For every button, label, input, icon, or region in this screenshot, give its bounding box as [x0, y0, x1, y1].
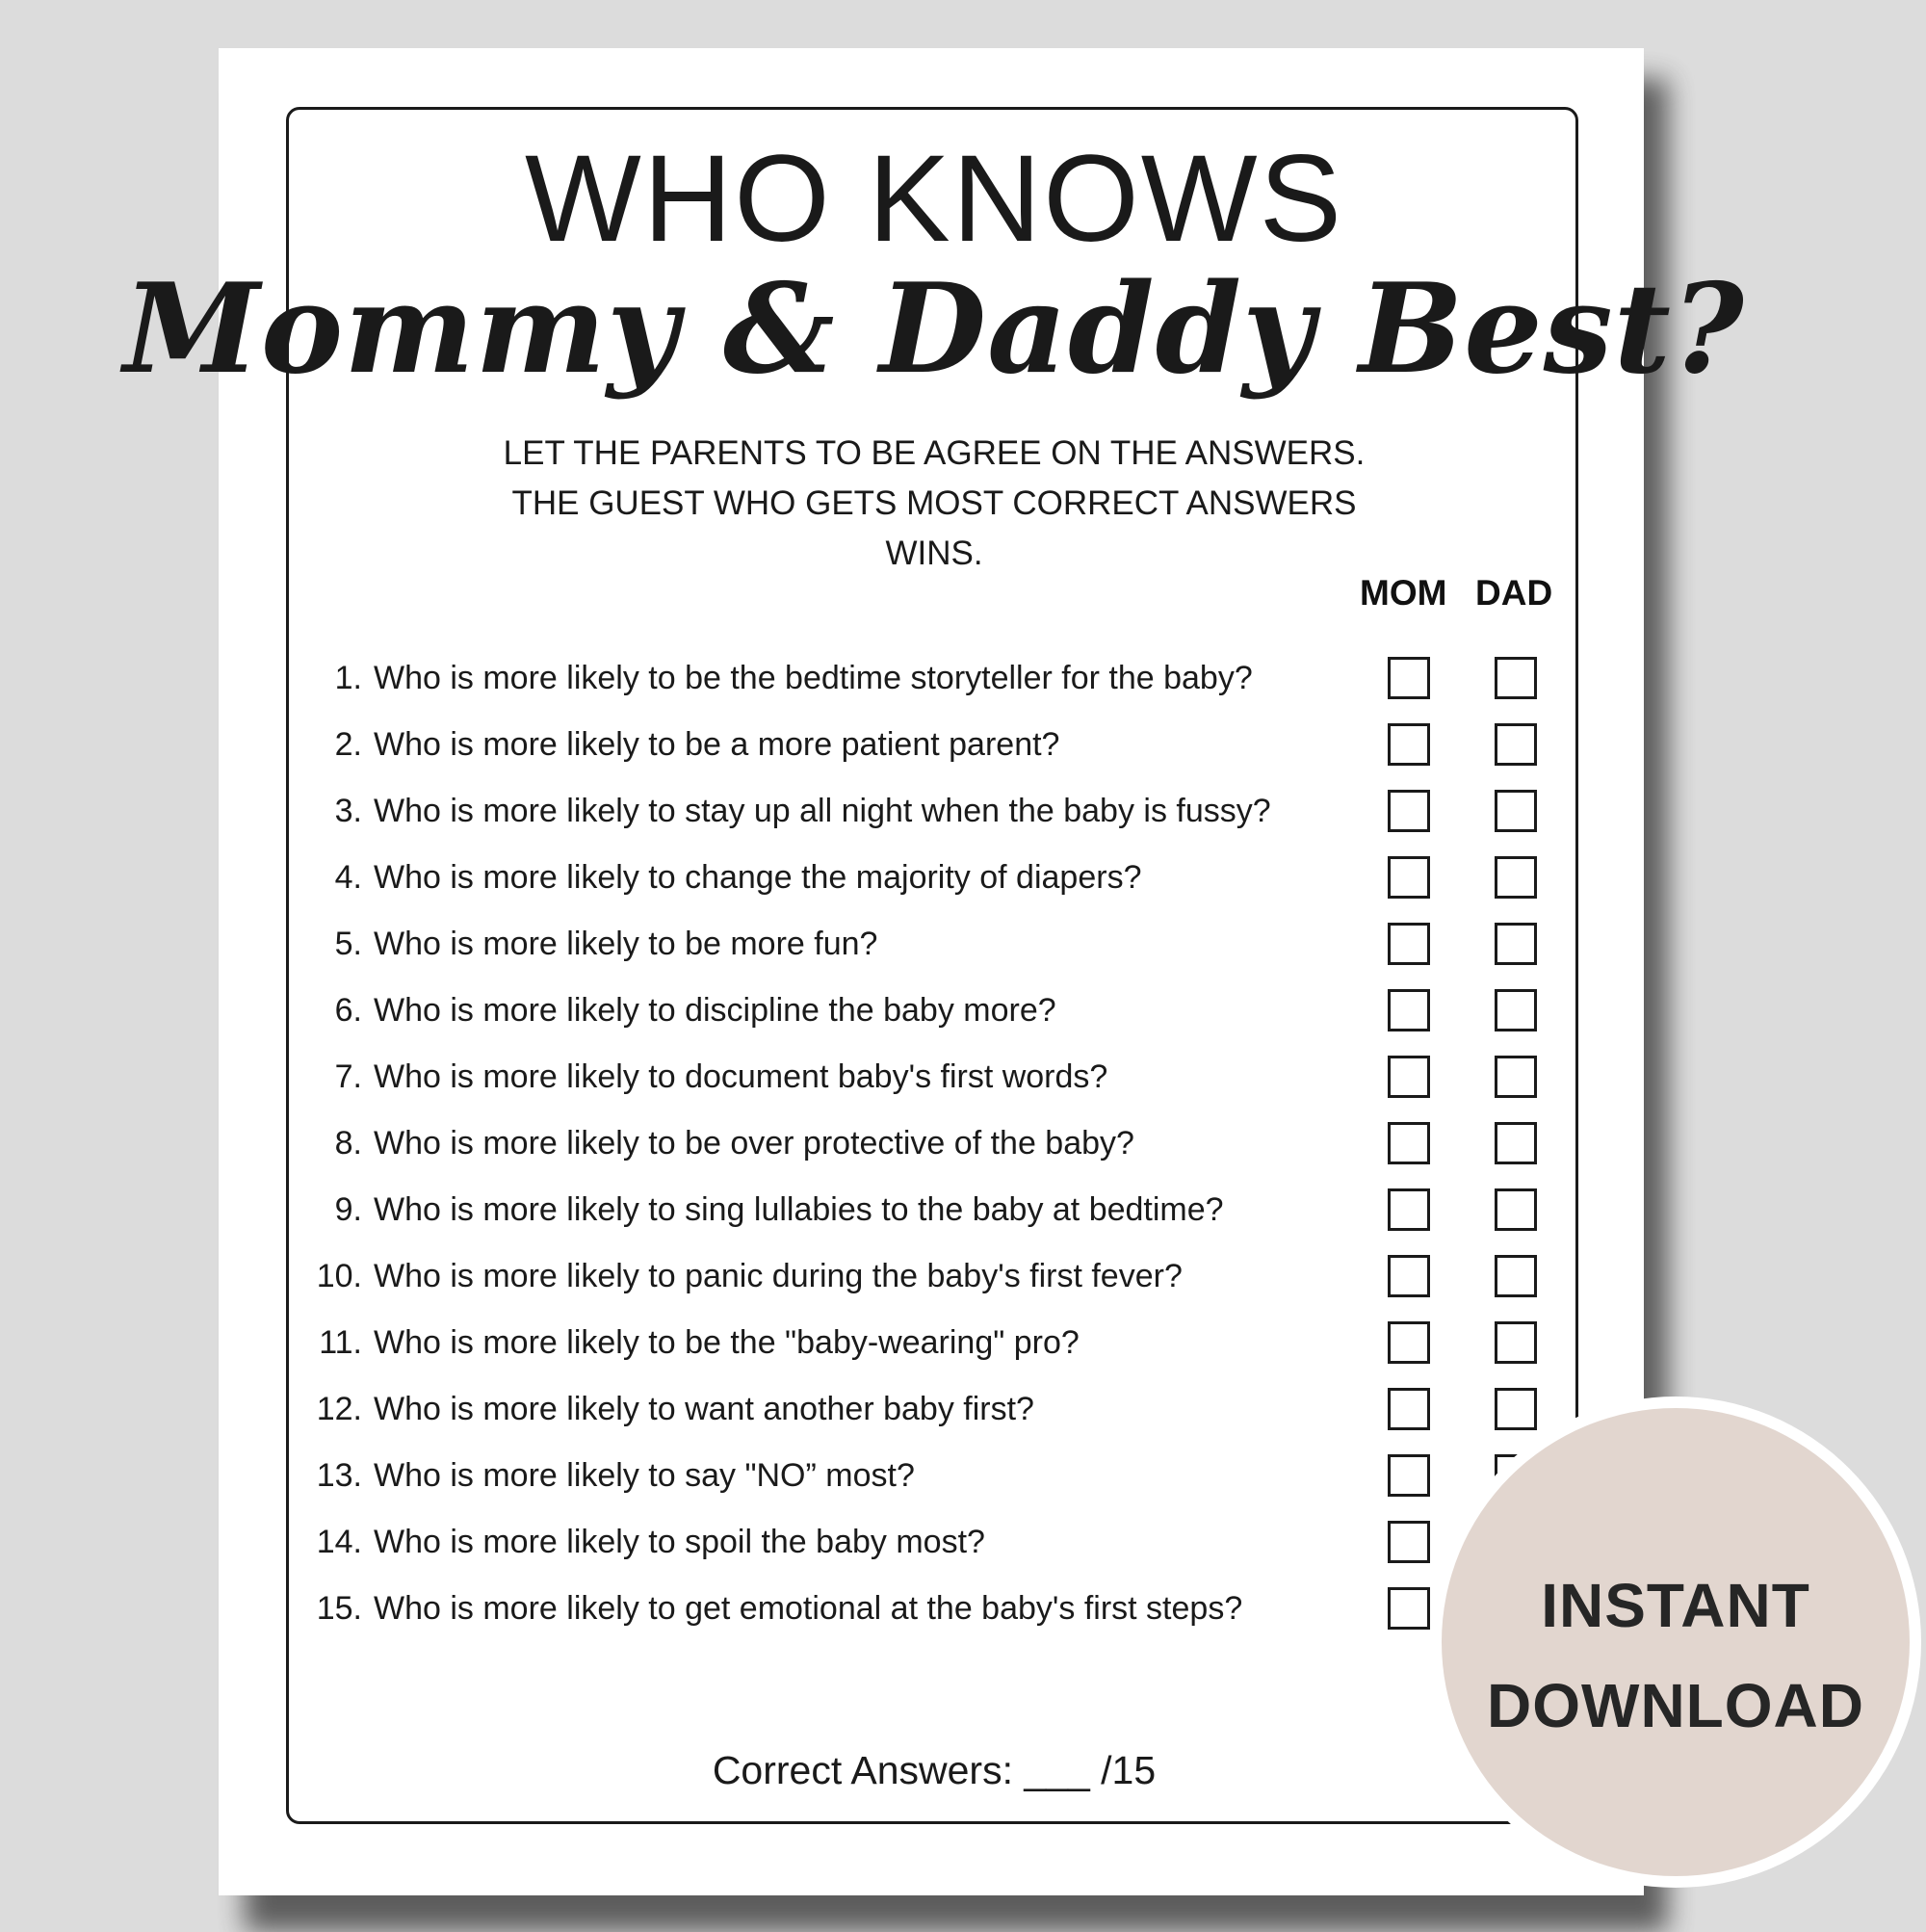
instruction-line: LET THE PARENTS TO BE AGREE ON THE ANSWERS. — [503, 434, 1366, 472]
dad-checkbox[interactable] — [1495, 923, 1537, 965]
question-row — [0, 716, 1926, 782]
dad-checkbox[interactable] — [1495, 1188, 1537, 1231]
badge-text — [1442, 1555, 1910, 1756]
mom-checkbox[interactable] — [1388, 989, 1430, 1031]
mom-checkbox[interactable] — [1388, 1454, 1430, 1497]
question-number: 13. — [316, 1457, 362, 1494]
question-text: Who is more likely to be the bedtime storyteller for the baby? — [374, 660, 1253, 696]
question-row — [0, 981, 1926, 1048]
question-row — [0, 1181, 1926, 1247]
mom-checkbox[interactable] — [1388, 923, 1430, 965]
mom-checkbox[interactable] — [1388, 1388, 1430, 1430]
badge-line: INSTANT — [1541, 1571, 1810, 1640]
question-text: Who is more likely to stay up all night when the baby is fussy? — [374, 793, 1271, 829]
mom-checkbox[interactable] — [1388, 1056, 1430, 1098]
question-text: Who is more likely to say "NO” most? — [374, 1457, 915, 1494]
correct-answers-line: Correct Answers: ___ /15 — [712, 1748, 1157, 1792]
question-number: 4. — [334, 859, 362, 896]
title-script: Mommy & Daddy Best? — [123, 257, 1745, 402]
mom-checkbox[interactable] — [1388, 1521, 1430, 1563]
mom-checkbox[interactable] — [1388, 1122, 1430, 1164]
question-number: 15. — [316, 1590, 362, 1627]
question-number: 6. — [334, 992, 362, 1029]
question-number: 12. — [316, 1391, 362, 1427]
dad-checkbox[interactable] — [1495, 1388, 1537, 1430]
instructions — [0, 429, 1868, 579]
mom-checkbox[interactable] — [1388, 1321, 1430, 1364]
question-row — [0, 849, 1926, 915]
question-text: Who is more likely to change the majority of diapers? — [374, 859, 1142, 896]
question-text: Who is more likely to panic during the baby's first fever? — [374, 1258, 1183, 1294]
question-number: 11. — [319, 1324, 362, 1361]
mom-checkbox[interactable] — [1388, 1255, 1430, 1297]
dad-checkbox[interactable] — [1495, 723, 1537, 766]
mom-checkbox[interactable] — [1388, 1587, 1430, 1630]
column-header-mom: MOM — [1360, 573, 1447, 613]
title-who-knows: WHO KNOWS — [525, 130, 1343, 268]
dad-checkbox[interactable] — [1495, 1255, 1537, 1297]
question-text: Who is more likely to get emotional at the baby's first steps? — [374, 1590, 1243, 1627]
dad-checkbox[interactable] — [1495, 1056, 1537, 1098]
question-number: 14. — [316, 1524, 362, 1560]
instruction-line: THE GUEST WHO GETS MOST CORRECT ANSWERS — [511, 484, 1357, 522]
question-text: Who is more likely to document baby's first words? — [374, 1058, 1108, 1095]
mom-checkbox[interactable] — [1388, 723, 1430, 766]
question-text: Who is more likely to spoil the baby most? — [374, 1524, 985, 1560]
instruction-line: WINS. — [885, 535, 983, 572]
dad-checkbox[interactable] — [1495, 856, 1537, 899]
mom-checkbox[interactable] — [1388, 657, 1430, 699]
question-number: 9. — [334, 1191, 362, 1228]
column-header-dad: DAD — [1475, 573, 1553, 613]
question-text: Who is more likely to be a more patient parent? — [374, 726, 1060, 763]
question-number: 2. — [334, 726, 362, 763]
mom-checkbox[interactable] — [1388, 790, 1430, 832]
mom-checkbox[interactable] — [1388, 856, 1430, 899]
question-text: Who is more likely to be the "baby-wearing" pro? — [374, 1324, 1080, 1361]
mom-checkbox[interactable] — [1388, 1188, 1430, 1231]
question-row — [0, 782, 1926, 849]
question-number: 7. — [334, 1058, 362, 1095]
question-row — [0, 649, 1926, 716]
question-number: 10. — [316, 1258, 362, 1294]
question-row — [0, 1048, 1926, 1114]
dad-checkbox[interactable] — [1495, 657, 1537, 699]
question-row — [0, 1114, 1926, 1181]
dad-checkbox[interactable] — [1495, 989, 1537, 1031]
badge-line: DOWNLOAD — [1487, 1671, 1864, 1740]
question-number: 8. — [334, 1125, 362, 1162]
question-text: Who is more likely to want another baby first? — [374, 1391, 1034, 1427]
question-row — [0, 915, 1926, 981]
dad-checkbox[interactable] — [1495, 1321, 1537, 1364]
question-text: Who is more likely to be over protective of the baby? — [374, 1125, 1134, 1162]
dad-checkbox[interactable] — [1495, 1122, 1537, 1164]
question-text: Who is more likely to sing lullabies to the baby at bedtime? — [374, 1191, 1224, 1228]
question-number: 1. — [334, 660, 362, 696]
question-number: 3. — [334, 793, 362, 829]
question-text: Who is more likely to discipline the baby more? — [374, 992, 1056, 1029]
question-text: Who is more likely to be more fun? — [374, 926, 878, 962]
dad-checkbox[interactable] — [1495, 790, 1537, 832]
question-row — [0, 1314, 1926, 1380]
question-number: 5. — [334, 926, 362, 962]
question-row — [0, 1247, 1926, 1314]
